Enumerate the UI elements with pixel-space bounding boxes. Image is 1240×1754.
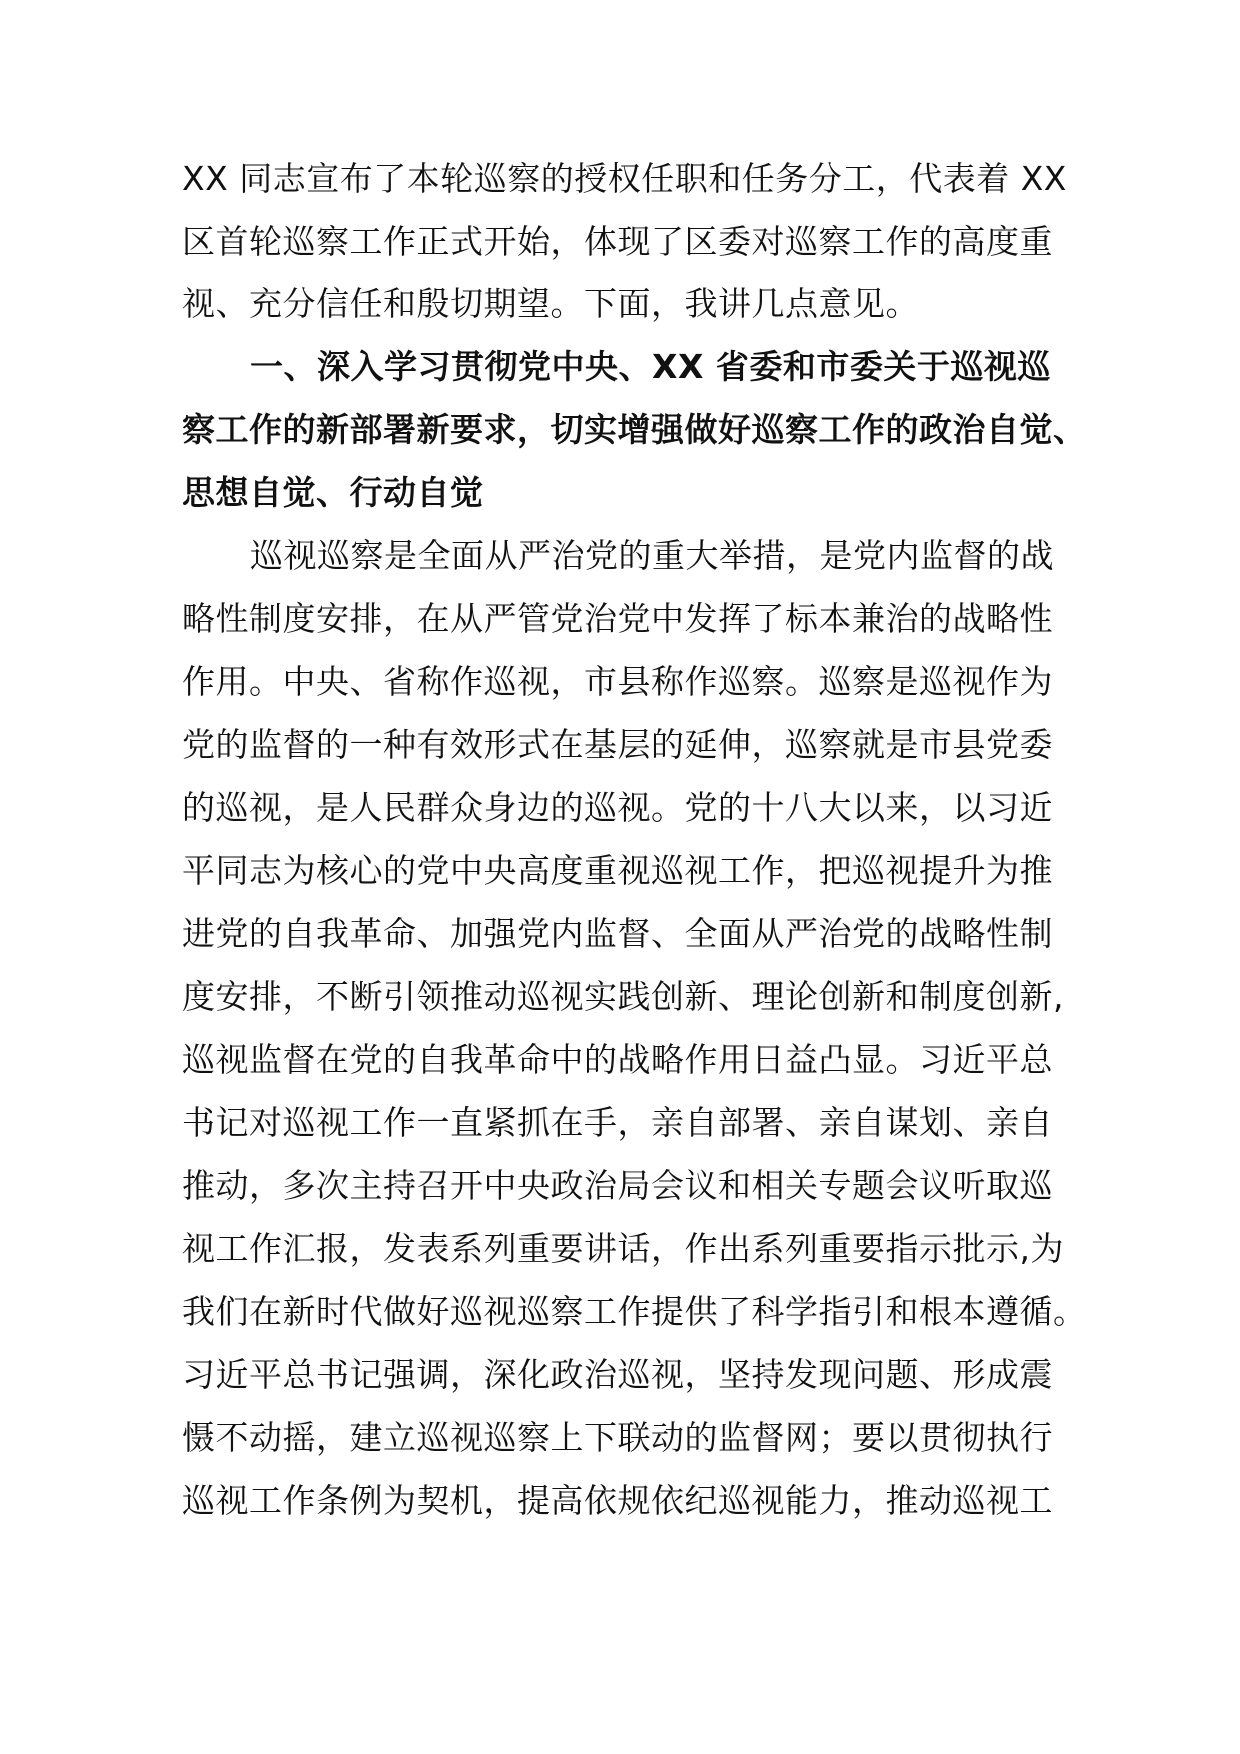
body-text-line: 推动，多次主持召开中央政治局会议和相关专题会议听取巡 [182, 1166, 1053, 1205]
body-text-line: 度安排，不断引领推动巡视实践创新、理论创新和制度创新, [182, 977, 1064, 1016]
body-text-line: 慑不动摇，建立巡视巡察上下联动的监督网；要以贯彻执行 [182, 1418, 1053, 1457]
body-text-line: 视工作汇报，发表系列重要讲话，作出系列重要指示批示,为 [182, 1229, 1064, 1268]
body-text-line: 书记对巡视工作一直紧抓在手，亲自部署、亲自谋划、亲自 [182, 1103, 1053, 1142]
body-text-line: XX 同志宣布了本轮巡察的授权任职和任务分工，代表着 XX [182, 159, 1067, 198]
body-text-line: 区首轮巡察工作正式开始，体现了区委对巡察工作的高度重 [182, 222, 1053, 261]
body-text-line: 习近平总书记强调，深化政治巡视，坚持发现问题、形成震 [182, 1355, 1053, 1394]
section-heading-line: 一、深入学习贯彻党中央、XX 省委和市委关于巡视巡 [250, 347, 1051, 386]
body-text-line: 巡视巡察是全面从严治党的重大举措，是党内监督的战 [250, 536, 1054, 575]
section-heading-line: 思想自觉、行动自觉 [182, 473, 484, 512]
body-text-line: 作用。中央、省称作巡视，市县称作巡察。巡察是巡视作为 [182, 662, 1053, 701]
body-text-line: 党的监督的一种有效形式在基层的延伸，巡察就是市县党委 [182, 725, 1053, 764]
body-text-line: 巡视工作条例为契机，提高依规依纪巡视能力，推动巡视工 [182, 1481, 1053, 1520]
section-heading-line: 察工作的新部署新要求，切实增强做好巡察工作的政治自觉、 [182, 410, 1087, 449]
body-text-line: 平同志为核心的党中央高度重视巡视工作，把巡视提升为推 [182, 851, 1053, 890]
body-text-line: 巡视监督在党的自我革命中的战略作用日益凸显。习近平总 [182, 1040, 1053, 1079]
body-text-line: 的巡视，是人民群众身边的巡视。党的十八大以来，以习近 [182, 788, 1053, 827]
body-text-line: 我们在新时代做好巡视巡察工作提供了科学指引和根本遵循。 [182, 1292, 1087, 1331]
body-text-line: 进党的自我革命、加强党内监督、全面从严治党的战略性制 [182, 914, 1053, 953]
body-text-line: 略性制度安排，在从严管党治党中发挥了标本兼治的战略性 [182, 599, 1053, 638]
body-text-line: 视、充分信任和殷切期望。下面，我讲几点意见。 [182, 284, 919, 323]
